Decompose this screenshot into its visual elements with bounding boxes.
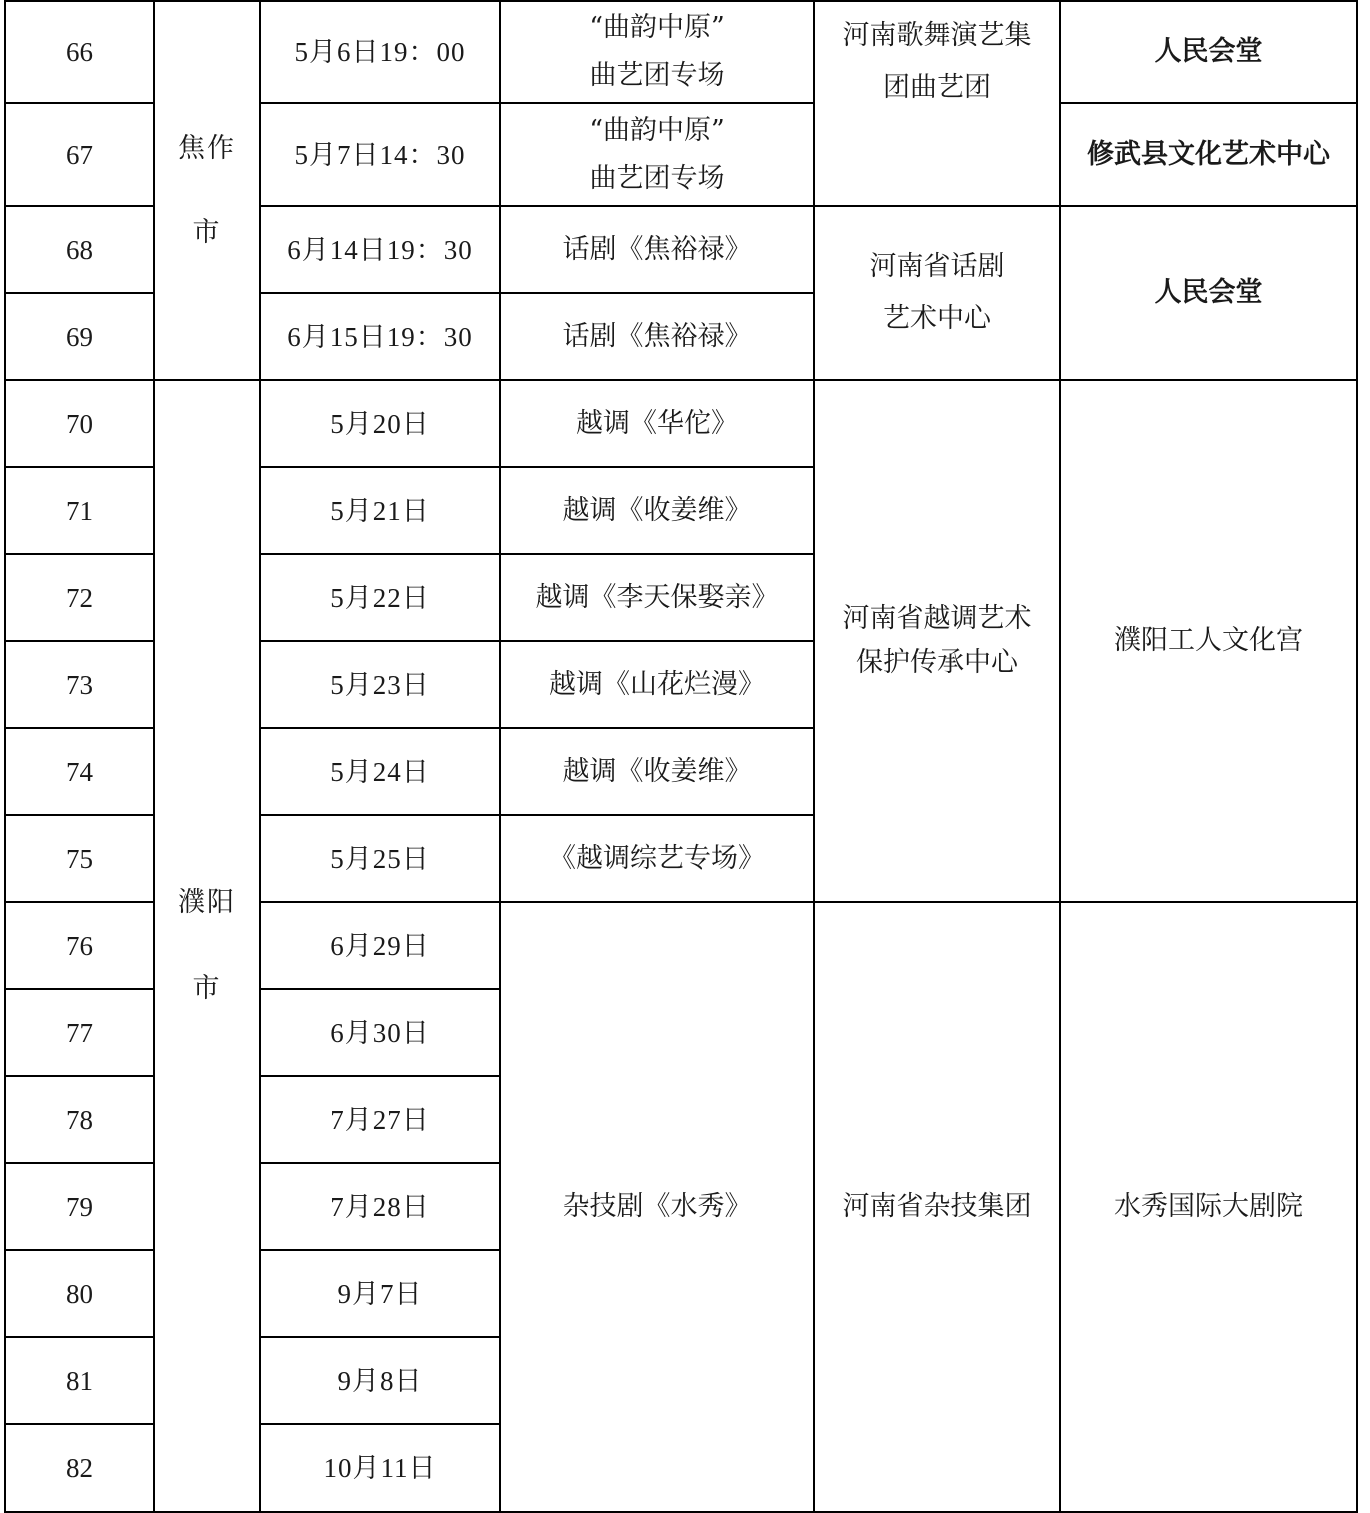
row-number: 74 xyxy=(5,728,154,815)
troupe-line-2: 保护传承中心 xyxy=(856,647,1018,678)
troupe-cell xyxy=(814,380,1060,902)
city-suffix: 市 xyxy=(192,973,222,1004)
program-cell: 越调《华佗》 xyxy=(500,380,814,467)
date-cell: 5月20日 xyxy=(260,380,500,467)
city-cell-puyang xyxy=(154,380,260,1512)
table-row xyxy=(5,1,1357,103)
troupe-line-1: 河南省话剧 xyxy=(869,251,1005,282)
program-cell: 越调《山花烂漫》 xyxy=(500,641,814,728)
venue-cell: 水秀国际大剧院 xyxy=(1060,902,1357,1512)
date-cell: 5月7日14：30 xyxy=(260,103,500,206)
venue-cell: 修武县文化艺术中心 xyxy=(1060,103,1357,206)
program-cell-shuixiu: 杂技剧《水秀》 xyxy=(500,902,814,1512)
date-cell: 5月21日 xyxy=(260,467,500,554)
troupe-cell-acrobatics: 河南省杂技集团 xyxy=(814,902,1060,1512)
program-cell: 话剧《焦裕禄》 xyxy=(500,206,814,293)
program-line-2: 曲艺团专场 xyxy=(589,162,725,194)
date-cell: 5月25日 xyxy=(260,815,500,902)
row-number: 81 xyxy=(5,1337,154,1424)
troupe-cell xyxy=(814,1,1060,206)
program-line-1: “曲韵中原” xyxy=(589,12,725,43)
date-cell: 5月24日 xyxy=(260,728,500,815)
program-line-2: 曲艺团专场 xyxy=(589,60,725,91)
row-number: 68 xyxy=(5,206,154,293)
row-number: 66 xyxy=(5,1,154,103)
troupe-line-2: 艺术中心 xyxy=(883,303,991,334)
city-suffix: 市 xyxy=(192,216,222,248)
city-name: 濮阳 xyxy=(178,887,236,918)
date-cell: 5月23日 xyxy=(260,641,500,728)
program-cell: 话剧《焦裕禄》 xyxy=(500,293,814,380)
troupe-line-1: 河南省越调艺术 xyxy=(842,603,1032,634)
row-number: 82 xyxy=(5,1424,154,1512)
program-cell xyxy=(500,103,814,206)
date-cell: 9月7日 xyxy=(260,1250,500,1337)
date-cell: 10月11日 xyxy=(260,1424,500,1512)
row-number: 67 xyxy=(5,103,154,206)
date-cell: 9月8日 xyxy=(260,1337,500,1424)
venue-cell: 人民会堂 xyxy=(1060,206,1357,380)
table-row xyxy=(5,380,1357,467)
date-cell: 5月22日 xyxy=(260,554,500,641)
row-number: 73 xyxy=(5,641,154,728)
row-number: 70 xyxy=(5,380,154,467)
date-cell: 6月15日19：30 xyxy=(260,293,500,380)
date-cell: 6月14日19：30 xyxy=(260,206,500,293)
date-cell: 6月29日 xyxy=(260,902,500,989)
row-number: 69 xyxy=(5,293,154,380)
troupe-line-1: 河南歌舞演艺集 xyxy=(842,20,1032,51)
row-number: 72 xyxy=(5,554,154,641)
date-cell: 7月27日 xyxy=(260,1076,500,1163)
troupe-line-2: 团曲艺团 xyxy=(883,72,991,103)
row-number: 80 xyxy=(5,1250,154,1337)
row-number: 78 xyxy=(5,1076,154,1163)
row-number: 76 xyxy=(5,902,154,989)
row-number: 79 xyxy=(5,1163,154,1250)
city-cell-jiaozuo xyxy=(154,1,260,380)
date-cell: 6月30日 xyxy=(260,989,500,1076)
city-name: 焦作 xyxy=(178,132,236,164)
troupe-cell xyxy=(814,206,1060,380)
row-number: 75 xyxy=(5,815,154,902)
date-cell: 7月28日 xyxy=(260,1163,500,1250)
row-number: 77 xyxy=(5,989,154,1076)
program-cell: 越调《收姜维》 xyxy=(500,467,814,554)
program-cell: 越调《收姜维》 xyxy=(500,728,814,815)
performance-schedule-table xyxy=(4,0,1358,1513)
venue-cell: 人民会堂 xyxy=(1060,1,1357,103)
program-cell xyxy=(500,1,814,103)
date-cell: 5月6日19：00 xyxy=(260,1,500,103)
program-cell: 《越调综艺专场》 xyxy=(500,815,814,902)
row-number: 71 xyxy=(5,467,154,554)
venue-cell: 濮阳工人文化宫 xyxy=(1060,380,1357,902)
program-cell: 越调《李天保娶亲》 xyxy=(500,554,814,641)
program-line-1: “曲韵中原” xyxy=(589,114,725,146)
